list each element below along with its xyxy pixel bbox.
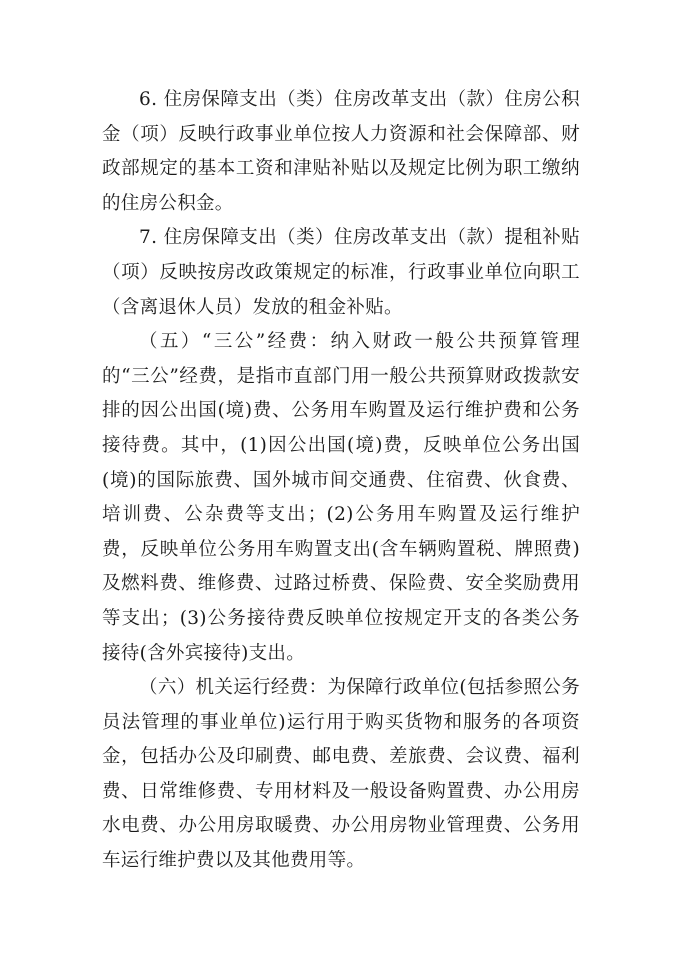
paragraph-agency-operating-expenses: （六）机关运行经费：为保障行政单位(包括参照公务员法管理的事业单位)运行用于购买货物和服务的各项资金，包括办公及印刷费、邮电费、差旅费、会议费、福利费、日常维修费、专用材料及一般设备购置费、办公用房水电费、办公用房取暖费、办公用房物业管理费、公务用车运行维护费以及其他费用等。	[102, 677, 580, 872]
paragraph-rent-subsidy: 7. 住房保障支出（类）住房改革支出（款）提租补贴（项）反映按房改政策规定的标准，行政事业单位向职工（含离退休人员）发放的租金补贴。	[102, 227, 580, 318]
document-body	[102, 83, 580, 879]
paragraph-three-public-expenses: （五）“三公”经费：纳入财政一般公共预算管理的“三公”经费，是指市直部门用一般公共预算财政拨款安排的因公出国(境)费、公务用车购置及运行维护费和公务接待费。其中，(1)因公出国(境)费，反映单位公务出国(境)的国际旅费、国外城市间交通费、住宿费、伙食费、培训费、公杂费等支出；(2)公务用车购置及运行维护费，反映单位公务用车购置支出(含车辆购置税、牌照费)及燃料费、维修费、过路过桥费、保险费、安全奖励费用等支出；(3)公务接待费反映单位按规定开支的各类公务接待(含外宾接待)支出。	[102, 331, 580, 664]
paragraph-housing-provident-fund: 6. 住房保障支出（类）住房改革支出（款）住房公积金（项）反映行政事业单位按人力资源和社会保障部、财政部规定的基本工资和津贴补贴以及规定比例为职工缴纳的住房公积金。	[102, 89, 580, 214]
